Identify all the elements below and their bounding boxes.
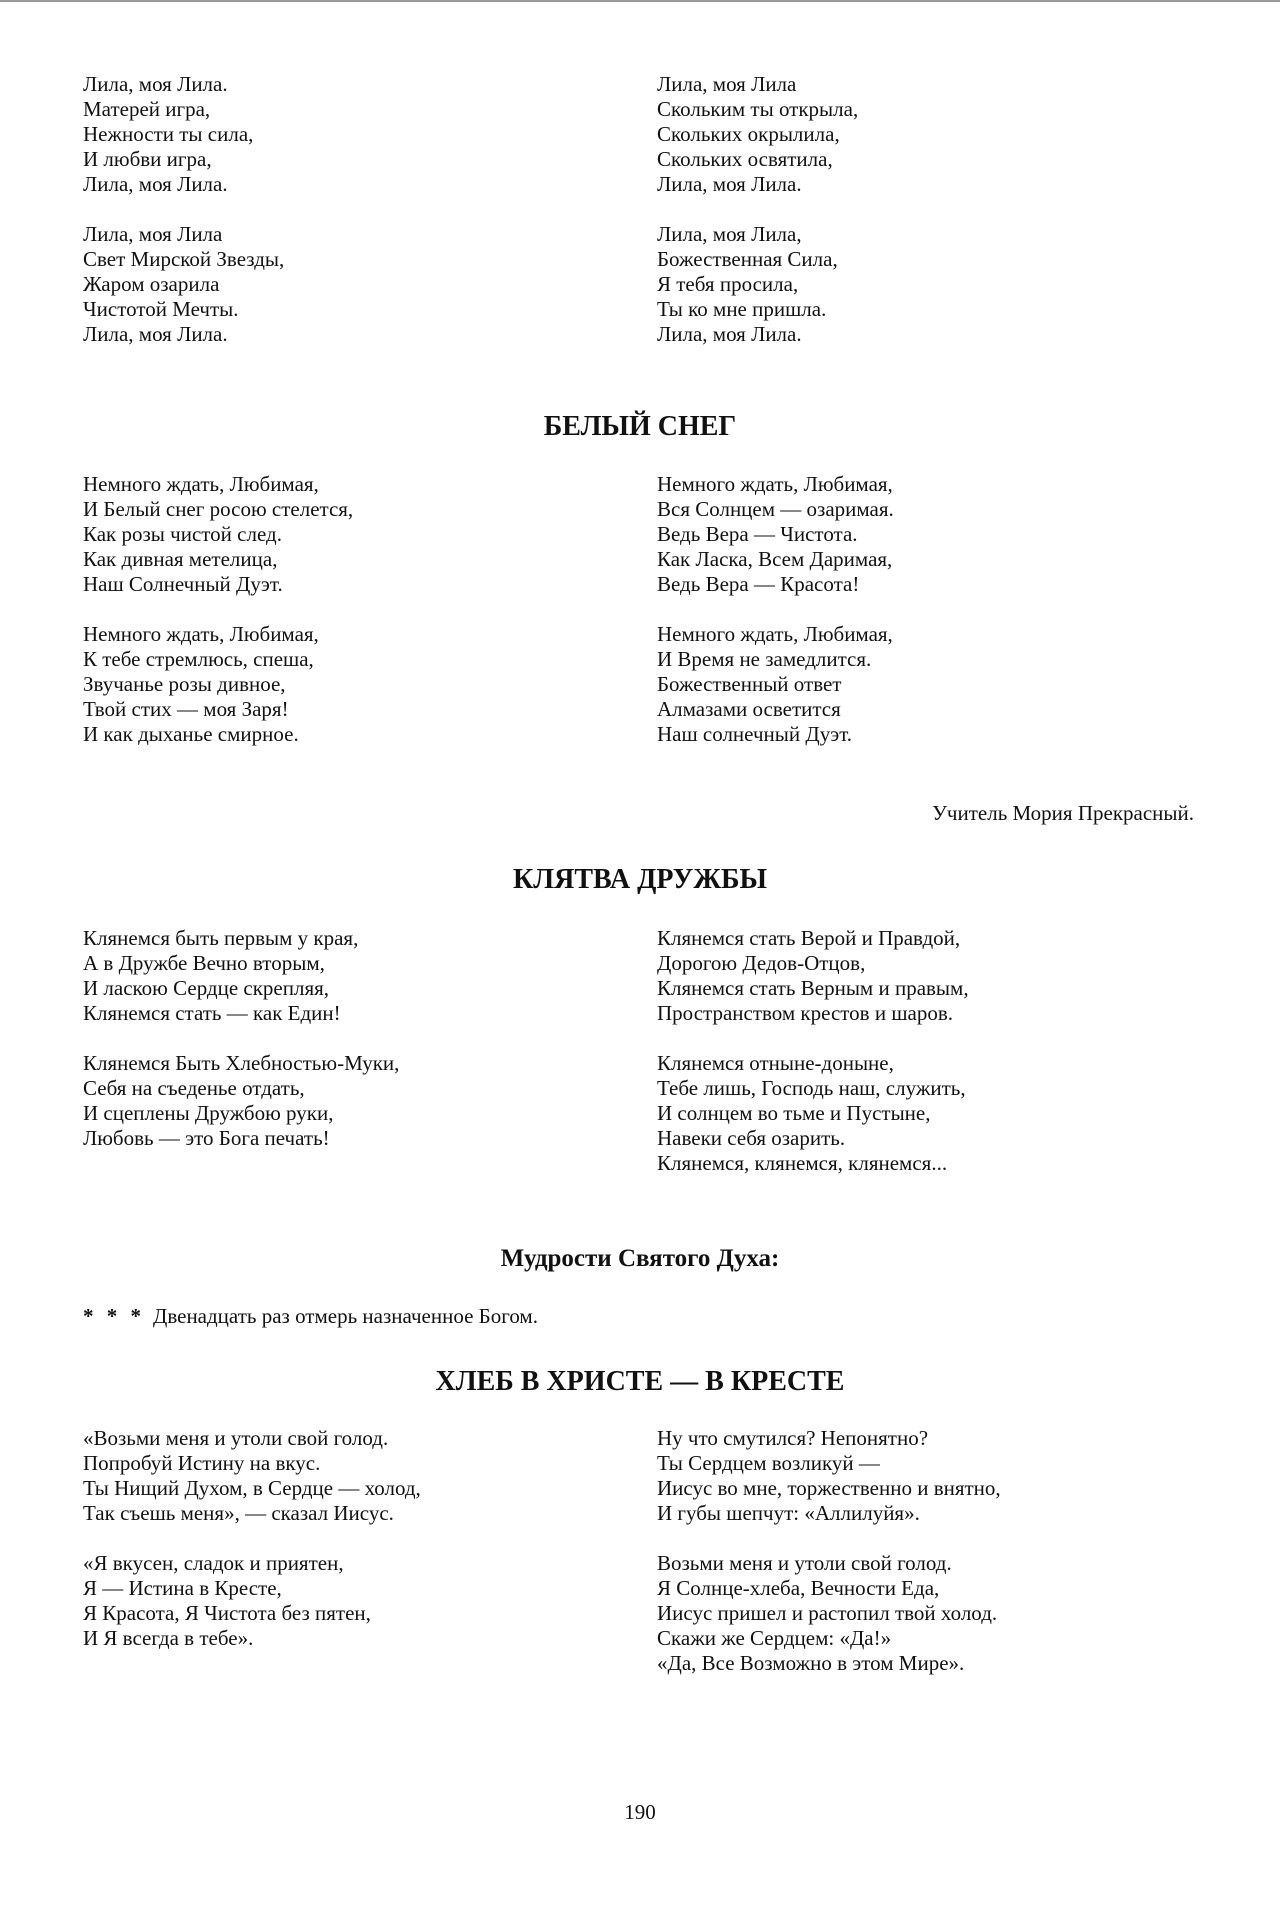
verse-line: Немного ждать, Любимая, (657, 622, 893, 646)
stanza (83, 1426, 603, 1526)
verse-line: Клянемся стать — как Един! (83, 1001, 341, 1025)
verse-line: Немного ждать, Любимая, (657, 472, 893, 496)
verse-line: Свет Мирской Звезды, (83, 247, 285, 271)
verse-line: Немного ждать, Любимая, (83, 622, 319, 646)
poem-title-khleb-v-khriste: ХЛЕБ В ХРИСТЕ — В КРЕСТЕ (435, 1366, 845, 1397)
verse-line: Божественный ответ (657, 672, 842, 696)
verse-line: Лила, моя Лила. (83, 322, 228, 346)
verse-line: Звучанье розы дивное, (83, 672, 286, 696)
wisdom-text: Двенадцать раз отмерь назначенное Богом. (153, 1304, 538, 1328)
verse-line: Клянемся стать Верным и правым, (657, 976, 969, 1000)
poem-khleb-left-column (83, 1426, 603, 1651)
verse-line: Лила, моя Лила, (657, 222, 802, 246)
verse-line: Клянемся, клянемся, клянемся... (657, 1151, 948, 1175)
asterism-marker: * * * (83, 1304, 145, 1328)
verse-line: Алмазами осветится (657, 697, 841, 721)
stanza (83, 622, 603, 747)
stanza (83, 472, 603, 597)
stanza (657, 622, 1177, 747)
verse-line: Любовь — это Бога печать! (83, 1126, 330, 1150)
verse-line: Клянемся Быть Хлебностью-Муки, (83, 1051, 400, 1075)
verse-line: Божественная Сила, (657, 247, 838, 271)
verse-line: Ну что смутился? Непонятно? (657, 1426, 929, 1450)
verse-line: Лила, моя Лила. (657, 322, 802, 346)
verse-line: И Я всегда в тебе». (83, 1626, 254, 1650)
verse-line: «Я вкусен, сладок и приятен, (83, 1551, 344, 1575)
wisdom-title: Мудрости Святого Духа: (500, 1245, 780, 1272)
stanza (657, 1426, 1177, 1526)
verse-line: Наш Солнечный Дуэт. (83, 572, 283, 596)
stanza (83, 222, 603, 347)
verse-line: А в Дружбе Вечно вторым, (83, 951, 325, 975)
verse-line: Жаром озарила (83, 272, 220, 296)
stanza (83, 926, 603, 1026)
page-number: 190 (624, 1800, 656, 1824)
verse-line: Навеки себя озарить. (657, 1126, 846, 1150)
poem-title-belyi-sneg: БЕЛЫЙ СНЕГ (543, 411, 737, 442)
stanza (83, 1051, 603, 1151)
verse-line: Матерей игра, (83, 97, 211, 121)
verse-line: Лила, моя Лила (83, 222, 223, 246)
verse-line: И любви игра, (83, 147, 212, 171)
verse-line: Наш солнечный Дуэт. (657, 722, 853, 746)
verse-line: Нежности ты сила, (83, 122, 254, 146)
verse-line: Ведь Вера — Чистота. (657, 522, 858, 546)
verse-line: Клянемся отныне-доныне, (657, 1051, 894, 1075)
poem-lila-left-column (83, 72, 603, 347)
verse-line: Вся Солнцем — озаримая. (657, 497, 894, 521)
verse-line: И Время не замедлится. (657, 647, 872, 671)
top-rule (0, 0, 1280, 2)
verse-line: Ведь Вера — Красота! (657, 572, 860, 596)
verse-line: Тебе лишь, Господь наш, служить, (657, 1076, 966, 1100)
verse-line: Как дивная метелица, (83, 547, 278, 571)
verse-line: Так съешь меня», — сказал Иисус. (83, 1501, 394, 1525)
verse-line: Дорогою Дедов-Отцов, (657, 951, 866, 975)
verse-line: Скольких освятила, (657, 147, 833, 171)
verse-line: Лила, моя Лила. (83, 72, 228, 96)
verse-line: Скольким ты открыла, (657, 97, 859, 121)
verse-line: Как Ласка, Всем Даримая, (657, 547, 893, 571)
verse-line: Ты ко мне пришла. (657, 297, 827, 321)
stanza (657, 472, 1177, 597)
verse-line: Клянемся быть первым у края, (83, 926, 359, 950)
verse-line: К тебе стремлюсь, спеша, (83, 647, 314, 671)
verse-line: Ты Нищий Духом, в Сердце — холод, (83, 1476, 421, 1500)
stanza (657, 72, 1177, 197)
verse-line: Чистотой Мечты. (83, 297, 239, 321)
stanza (83, 1551, 603, 1651)
verse-line: И губы шепчут: «Аллилуйя». (657, 1501, 920, 1525)
verse-line: Как розы чистой след. (83, 522, 282, 546)
verse-line: Клянемся стать Верой и Правдой, (657, 926, 961, 950)
verse-line: И солнцем во тьме и Пустыне, (657, 1101, 931, 1125)
poem-title-klyatva-druzhby: КЛЯТВА ДРУЖБЫ (512, 864, 768, 895)
verse-line: Возьми меня и утоли свой голод. (657, 1551, 952, 1575)
verse-line: Скажи же Сердцем: «Да!» (657, 1626, 892, 1650)
poem-klyatva-right-column (657, 926, 1177, 1176)
verse-line: Я — Истина в Кресте, (83, 1576, 282, 1600)
verse-line: И ласкою Сердце скрепляя, (83, 976, 330, 1000)
stanza (657, 926, 1177, 1026)
verse-line: «Возьми меня и утоли свой голод. (83, 1426, 389, 1450)
poem-belyi-sneg-right-column (657, 472, 1177, 747)
verse-line: Ты Сердцем возликуй — (657, 1451, 880, 1475)
verse-line: Твой стих — моя Заря! (83, 697, 289, 721)
poem-khleb-right-column (657, 1426, 1177, 1676)
verse-line: Себя на съеденье отдать, (83, 1076, 305, 1100)
poem-belyi-sneg-left-column (83, 472, 603, 747)
verse-line: Я тебя просила, (657, 272, 799, 296)
stanza (83, 72, 603, 197)
verse-line: Лила, моя Лила (657, 72, 797, 96)
verse-line: Немного ждать, Любимая, (83, 472, 319, 496)
verse-line: Лила, моя Лила. (83, 172, 228, 196)
wisdom-line (83, 1304, 538, 1329)
stanza (657, 1051, 1177, 1176)
verse-line: Скольких окрылила, (657, 122, 840, 146)
poem-lila-right-column (657, 72, 1177, 347)
verse-line: Иисус пришел и растопил твой холод. (657, 1601, 998, 1625)
verse-line: И сцеплены Дружбою руки, (83, 1101, 334, 1125)
verse-line: Я Солнце-хлеба, Вечности Еда, (657, 1576, 940, 1600)
verse-line: Лила, моя Лила. (657, 172, 802, 196)
stanza (657, 1551, 1177, 1676)
verse-line: И Белый снег росою стелется, (83, 497, 354, 521)
verse-line: Иисус во мне, торжественно и внятно, (657, 1476, 1001, 1500)
stanza (657, 222, 1177, 347)
verse-line: «Да, Все Возможно в этом Мире». (657, 1651, 965, 1675)
author-signature: Учитель Мория Прекрасный. (932, 801, 1194, 825)
verse-line: Пространством крестов и шаров. (657, 1001, 953, 1025)
verse-line: И как дыханье смирное. (83, 722, 299, 746)
poem-klyatva-left-column (83, 926, 603, 1151)
verse-line: Попробуй Истину на вкус. (83, 1451, 321, 1475)
verse-line: Я Красота, Я Чистота без пятен, (83, 1601, 371, 1625)
